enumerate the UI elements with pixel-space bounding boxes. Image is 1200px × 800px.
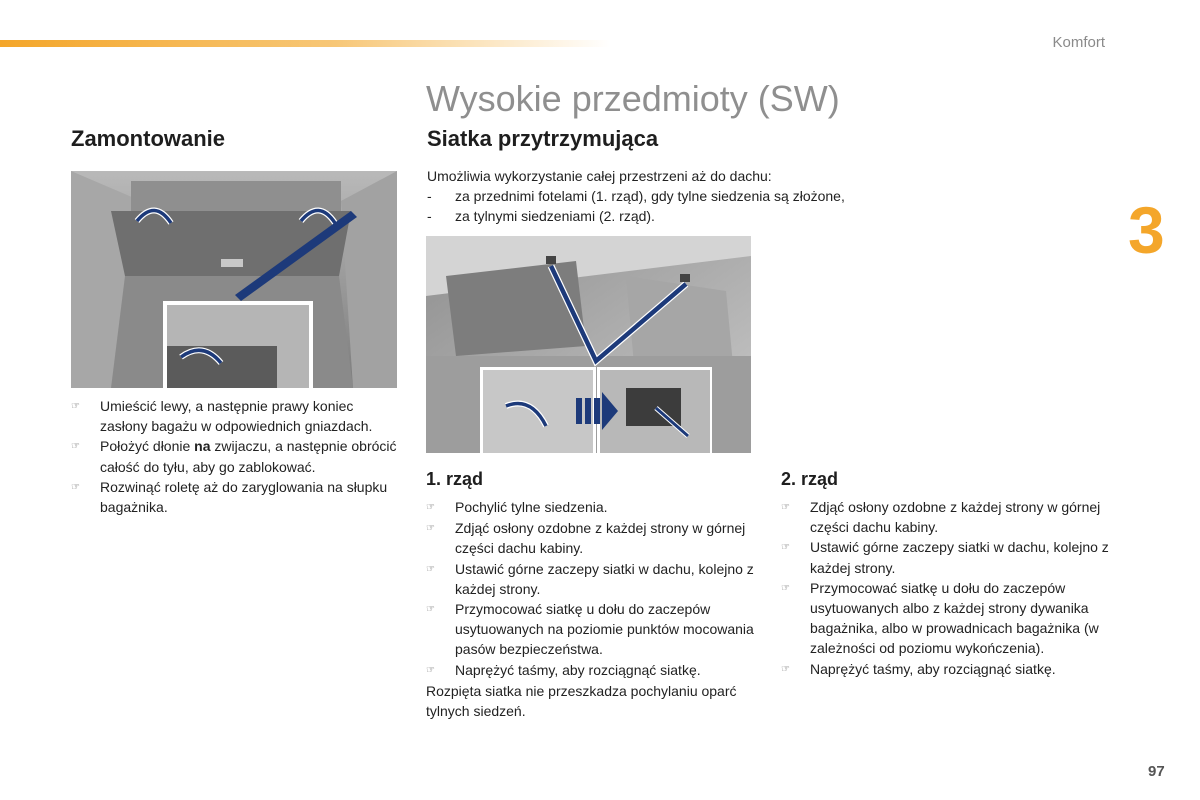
pointing-hand-icon: ☞ [71, 441, 80, 453]
list-item: ☞ Zdjąć osłony ozdobne z każdej strony w górnej części dachu kabiny. [781, 497, 1121, 537]
pointing-hand-icon: ☞ [781, 582, 790, 594]
heading-zamontowanie: Zamontowanie [71, 126, 226, 151]
dash-item: - za tylnymi siedzeniami (2. rząd). [427, 208, 655, 224]
list-item [71, 477, 401, 517]
step-text: Umieścić lewy, a następnie prawy koniec zasłony bagażu w odpowiednich gniazdach. [100, 398, 373, 435]
pointing-hand-icon: ☞ [426, 604, 435, 616]
list-item: ☞ Zdjąć osłony ozdobne z każdej strony w górnej części dachu kabiny. [426, 518, 756, 558]
heading-row1: 1. rząd [426, 469, 484, 489]
pointing-hand-icon: ☞ [781, 502, 790, 513]
list-item: ☞ Pochylić tylne siedzenia. [426, 497, 756, 518]
installation-steps [71, 396, 401, 517]
step-text: Położyć dłonie na zwijaczu, a następnie obrócić całość do tyłu, aby go zablokować. [100, 438, 397, 475]
row2-steps [781, 497, 1121, 680]
pointing-hand-icon: ☞ [426, 563, 435, 575]
row1-note: Rozpięta siatka nie przeszkadza pochylaniu oparć tylnych siedzeń. [426, 682, 737, 720]
section-label: Komfort [1052, 34, 1105, 51]
intro-text [427, 166, 907, 226]
row1-steps [426, 497, 756, 721]
header-accent-bar [0, 40, 610, 47]
chapter-number: 3 [1128, 193, 1163, 267]
dash-item: - za przednimi fotelami (1. rząd), gdy tylne siedzenia są złożone, [427, 188, 845, 204]
list-item: ☞ Ustawić górne zaczepy siatki w dachu, kolejno z każdej strony. [781, 537, 1121, 577]
list-item: ☞ Przymocować siatkę u dołu do zaczepów usytuowanych na poziomie punktów mocowania pasów bezpieczeństwa. [426, 599, 756, 660]
page-number: 97 [1148, 763, 1165, 780]
net-illustration [426, 236, 751, 453]
pointing-hand-icon: ☞ [71, 401, 80, 412]
list-item: ☞ Przymocować siatkę u dołu do zaczepów usytuowanych albo z każdej strony dywanika bagażnika, albo w prowadnicach bagażnika (w zależności od poziomu wykończenia). [781, 578, 1121, 659]
list-item: ☞ Naprężyć taśmy, aby rozciągnąć siatkę. [426, 660, 756, 681]
step-text: Rozwinąć roletę aż do zaryglowania na słupku bagażnika. [100, 478, 388, 516]
pointing-hand-icon: ☞ [781, 663, 790, 675]
pointing-hand-icon: ☞ [426, 502, 435, 513]
cargo-cover-illustration [71, 171, 397, 388]
pointing-hand-icon: ☞ [426, 523, 435, 535]
list-item [71, 396, 401, 436]
heading-siatka: Siatka przytrzymująca [427, 126, 659, 151]
list-item: ☞ Ustawić górne zaczepy siatki w dachu, kolejno z każdej strony. [426, 559, 756, 599]
list-item [71, 436, 401, 476]
list-item: ☞ Naprężyć taśmy, aby rozciągnąć siatkę. [781, 659, 1121, 680]
pointing-hand-icon: ☞ [781, 542, 790, 554]
intro-line: Umożliwia wykorzystanie całej przestrzeni aż do dachu: [427, 168, 772, 184]
pointing-hand-icon: ☞ [426, 664, 435, 676]
pointing-hand-icon: ☞ [71, 481, 80, 493]
heading-row2: 2. rząd [781, 469, 839, 489]
page-title: Wysokie przedmioty (SW) [426, 78, 840, 119]
